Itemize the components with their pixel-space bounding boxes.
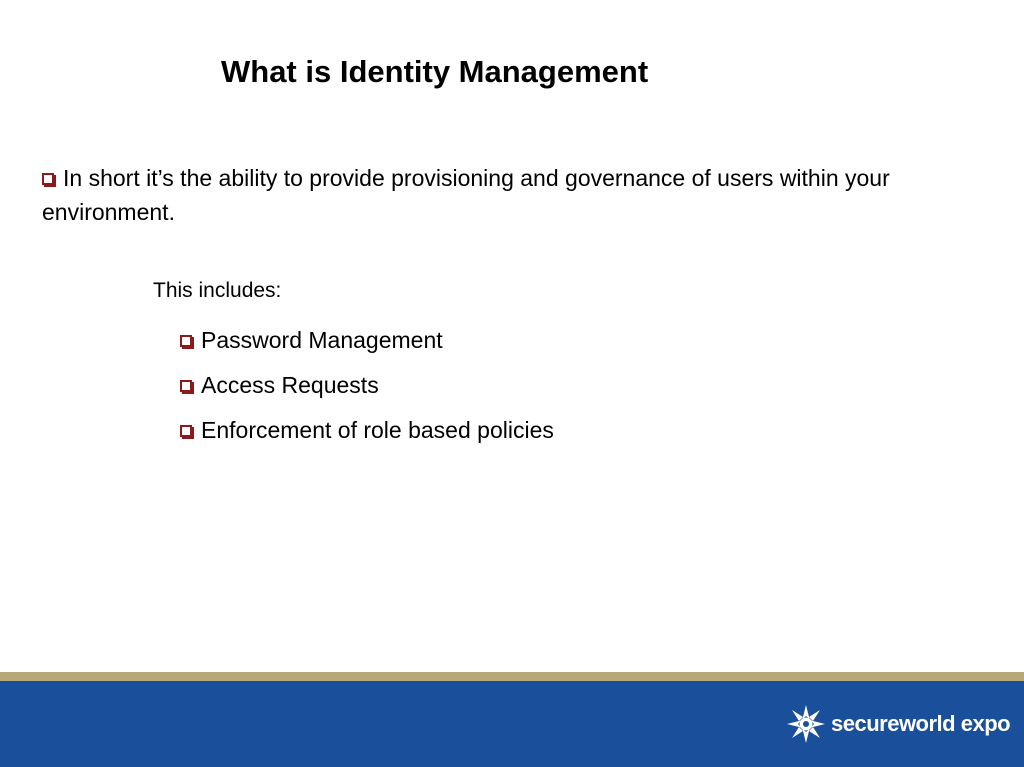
intro-text: In short it’s the ability to provide provisioning and governance of users within your environment. xyxy=(42,165,890,225)
list-item-text: Password Management xyxy=(201,327,443,353)
list-item xyxy=(180,368,554,413)
list-item xyxy=(180,413,554,458)
intro-paragraph xyxy=(42,161,982,229)
logo-text: secureworld expo xyxy=(831,711,1011,736)
slide-title: What is Identity Management xyxy=(221,54,649,89)
checkbox-bullet-icon xyxy=(42,173,54,185)
bullet-list xyxy=(180,323,554,458)
footer-band xyxy=(0,681,1024,767)
includes-label: This includes: xyxy=(153,279,282,302)
checkbox-bullet-icon xyxy=(180,335,192,347)
list-item xyxy=(180,323,554,368)
list-item-text: Enforcement of role based policies xyxy=(201,417,554,443)
gold-divider-stripe xyxy=(0,672,1024,681)
checkbox-bullet-icon xyxy=(180,380,192,392)
checkbox-bullet-icon xyxy=(180,425,192,437)
list-item-text: Access Requests xyxy=(201,372,379,398)
secureworld-logo xyxy=(786,704,1010,744)
compass-star-icon xyxy=(786,704,826,744)
